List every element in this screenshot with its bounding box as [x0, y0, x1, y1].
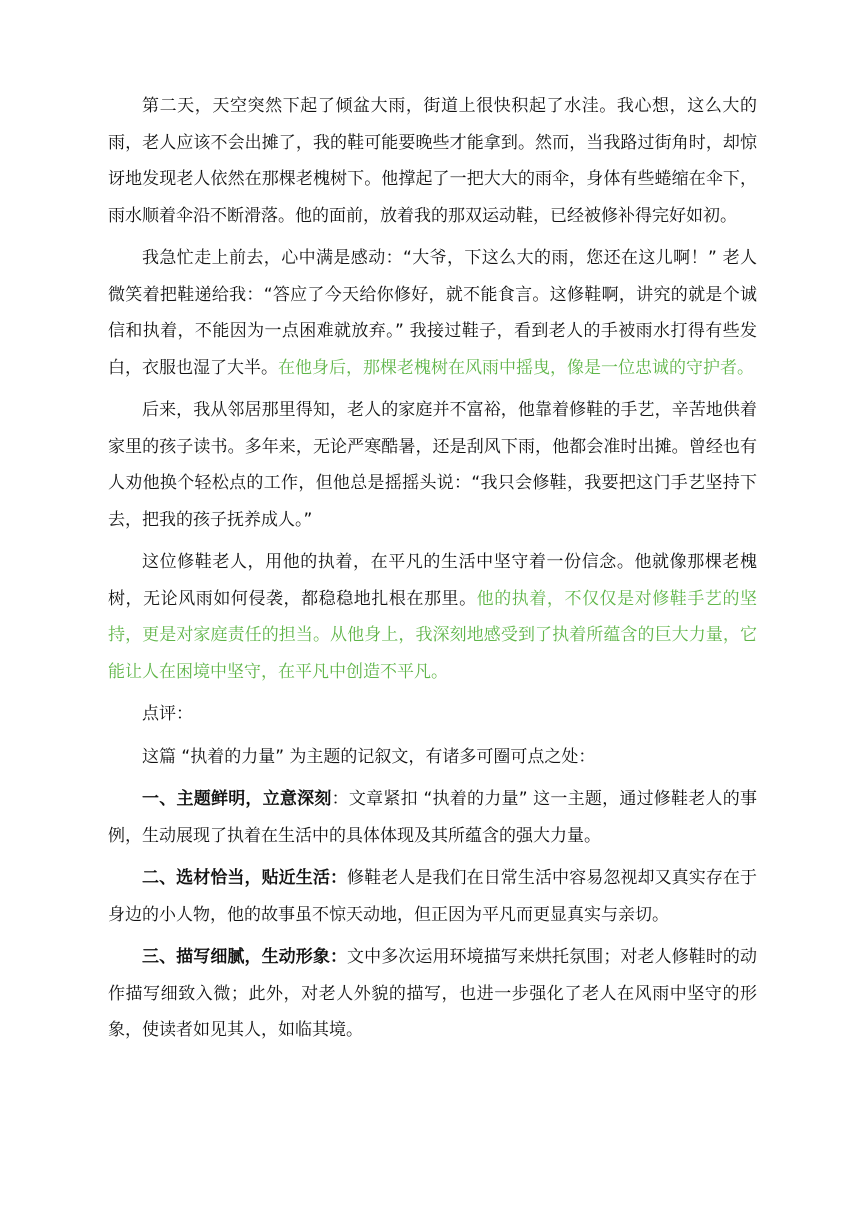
paragraph-rainy-day: [108, 88, 757, 234]
paragraph-conclusion: [108, 544, 757, 690]
paragraph-old-man-reply: [108, 240, 757, 386]
bold-heading-segment: 二、选材恰当，贴近生活：: [142, 868, 348, 888]
paragraph-comment-point-3: [108, 939, 757, 1049]
text-segment: 第二天，天空突然下起了倾盆大雨，街道上很快积起了水洼。我心想，这么大的雨，老人应该不会出摊了，我的鞋可能要晚些才能拿到。然而，当我路过街角时，却惊讶地发现老人依然在那棵老槐树下。他撑起了一把大大的雨伞，身体有些蜷缩在伞下，雨水顺着伞沿不断滑落。他的面前，放着我的那双运动鞋，已经被修补得完好如初。: [108, 96, 757, 226]
text-segment: 文中多次运用环境描写来烘托氛围；对老人修鞋时的动作描写细致入微；此外，对老人外貌的描写，也进一步强化了老人在风雨中坚守的形象，使读者如见其人，如临其境。: [108, 947, 758, 1040]
paragraph-comment-point-2: [108, 860, 757, 933]
text-segment: ：文章紧扣 “执着的力量” 这一主题，通过修鞋老人的事例，生动展现了执着在生活中的具体体现及其所蕴含的强大力量。: [108, 789, 758, 846]
highlighted-text-segment: 在他身后，那棵老槐树在风雨中摇曳，像是一位忠诚的守护者。: [278, 357, 754, 378]
text-segment: 后来，我从邻居那里得知，老人的家庭并不富裕，他靠着修鞋的手艺，辛苦地供着家里的孩子读书。多年来，无论严寒酷暑，还是刮风下雨，他都会准时出摊。曾经也有人劝他换个轻松点的工作，但他总是摇摇头说：“我只会修鞋，我要把这门手艺坚持下去，把我的孩子抚养成人。”: [108, 400, 757, 530]
bold-heading-segment: 三、描写细腻，生动形象：: [142, 947, 348, 967]
paragraph-comment-intro: [108, 739, 757, 776]
highlighted-text-segment: 他的执着，不仅仅是对修鞋手艺的坚持，更是对家庭责任的担当。从他身上，我深刻地感受到了执着所蕴含的巨大力量，它能让人在困境中坚守，在平凡中创造不平凡。: [108, 588, 758, 682]
text-segment: 点评：: [142, 704, 193, 724]
text-segment: 我急忙走上前去，心中满是感动：“大爷，下这么大的雨，您还在这儿啊！” 老人微笑着把鞋递给我：“答应了今天给你修好，就不能食言。这修鞋啊，讲究的就是个诚信和执着，不能因为一点困难就放弃。” 我接过鞋子，看到老人的手被雨水打得有些发白，衣服也湿了大半。: [108, 248, 757, 378]
text-segment: 这位修鞋老人，用他的执着，在平凡的生活中坚守着一份信念。他就像那棵老槐树，无论风雨如何侵袭，都稳稳地扎根在那里。: [108, 552, 757, 609]
paragraph-family-background: [108, 392, 757, 538]
paragraph-comment-heading: [108, 696, 757, 733]
text-segment: 这篇 “执着的力量” 为主题的记叙文，有诸多可圈可点之处：: [142, 746, 596, 767]
paragraph-comment-point-1: [108, 781, 757, 854]
text-segment: 修鞋老人是我们在日常生活中容易忽视却又真实存在于身边的小人物，他的故事虽不惊天动地，但正因为平凡而更显真实与亲切。: [108, 868, 758, 925]
bold-heading-segment: 一、主题鲜明，立意深刻: [142, 789, 332, 809]
